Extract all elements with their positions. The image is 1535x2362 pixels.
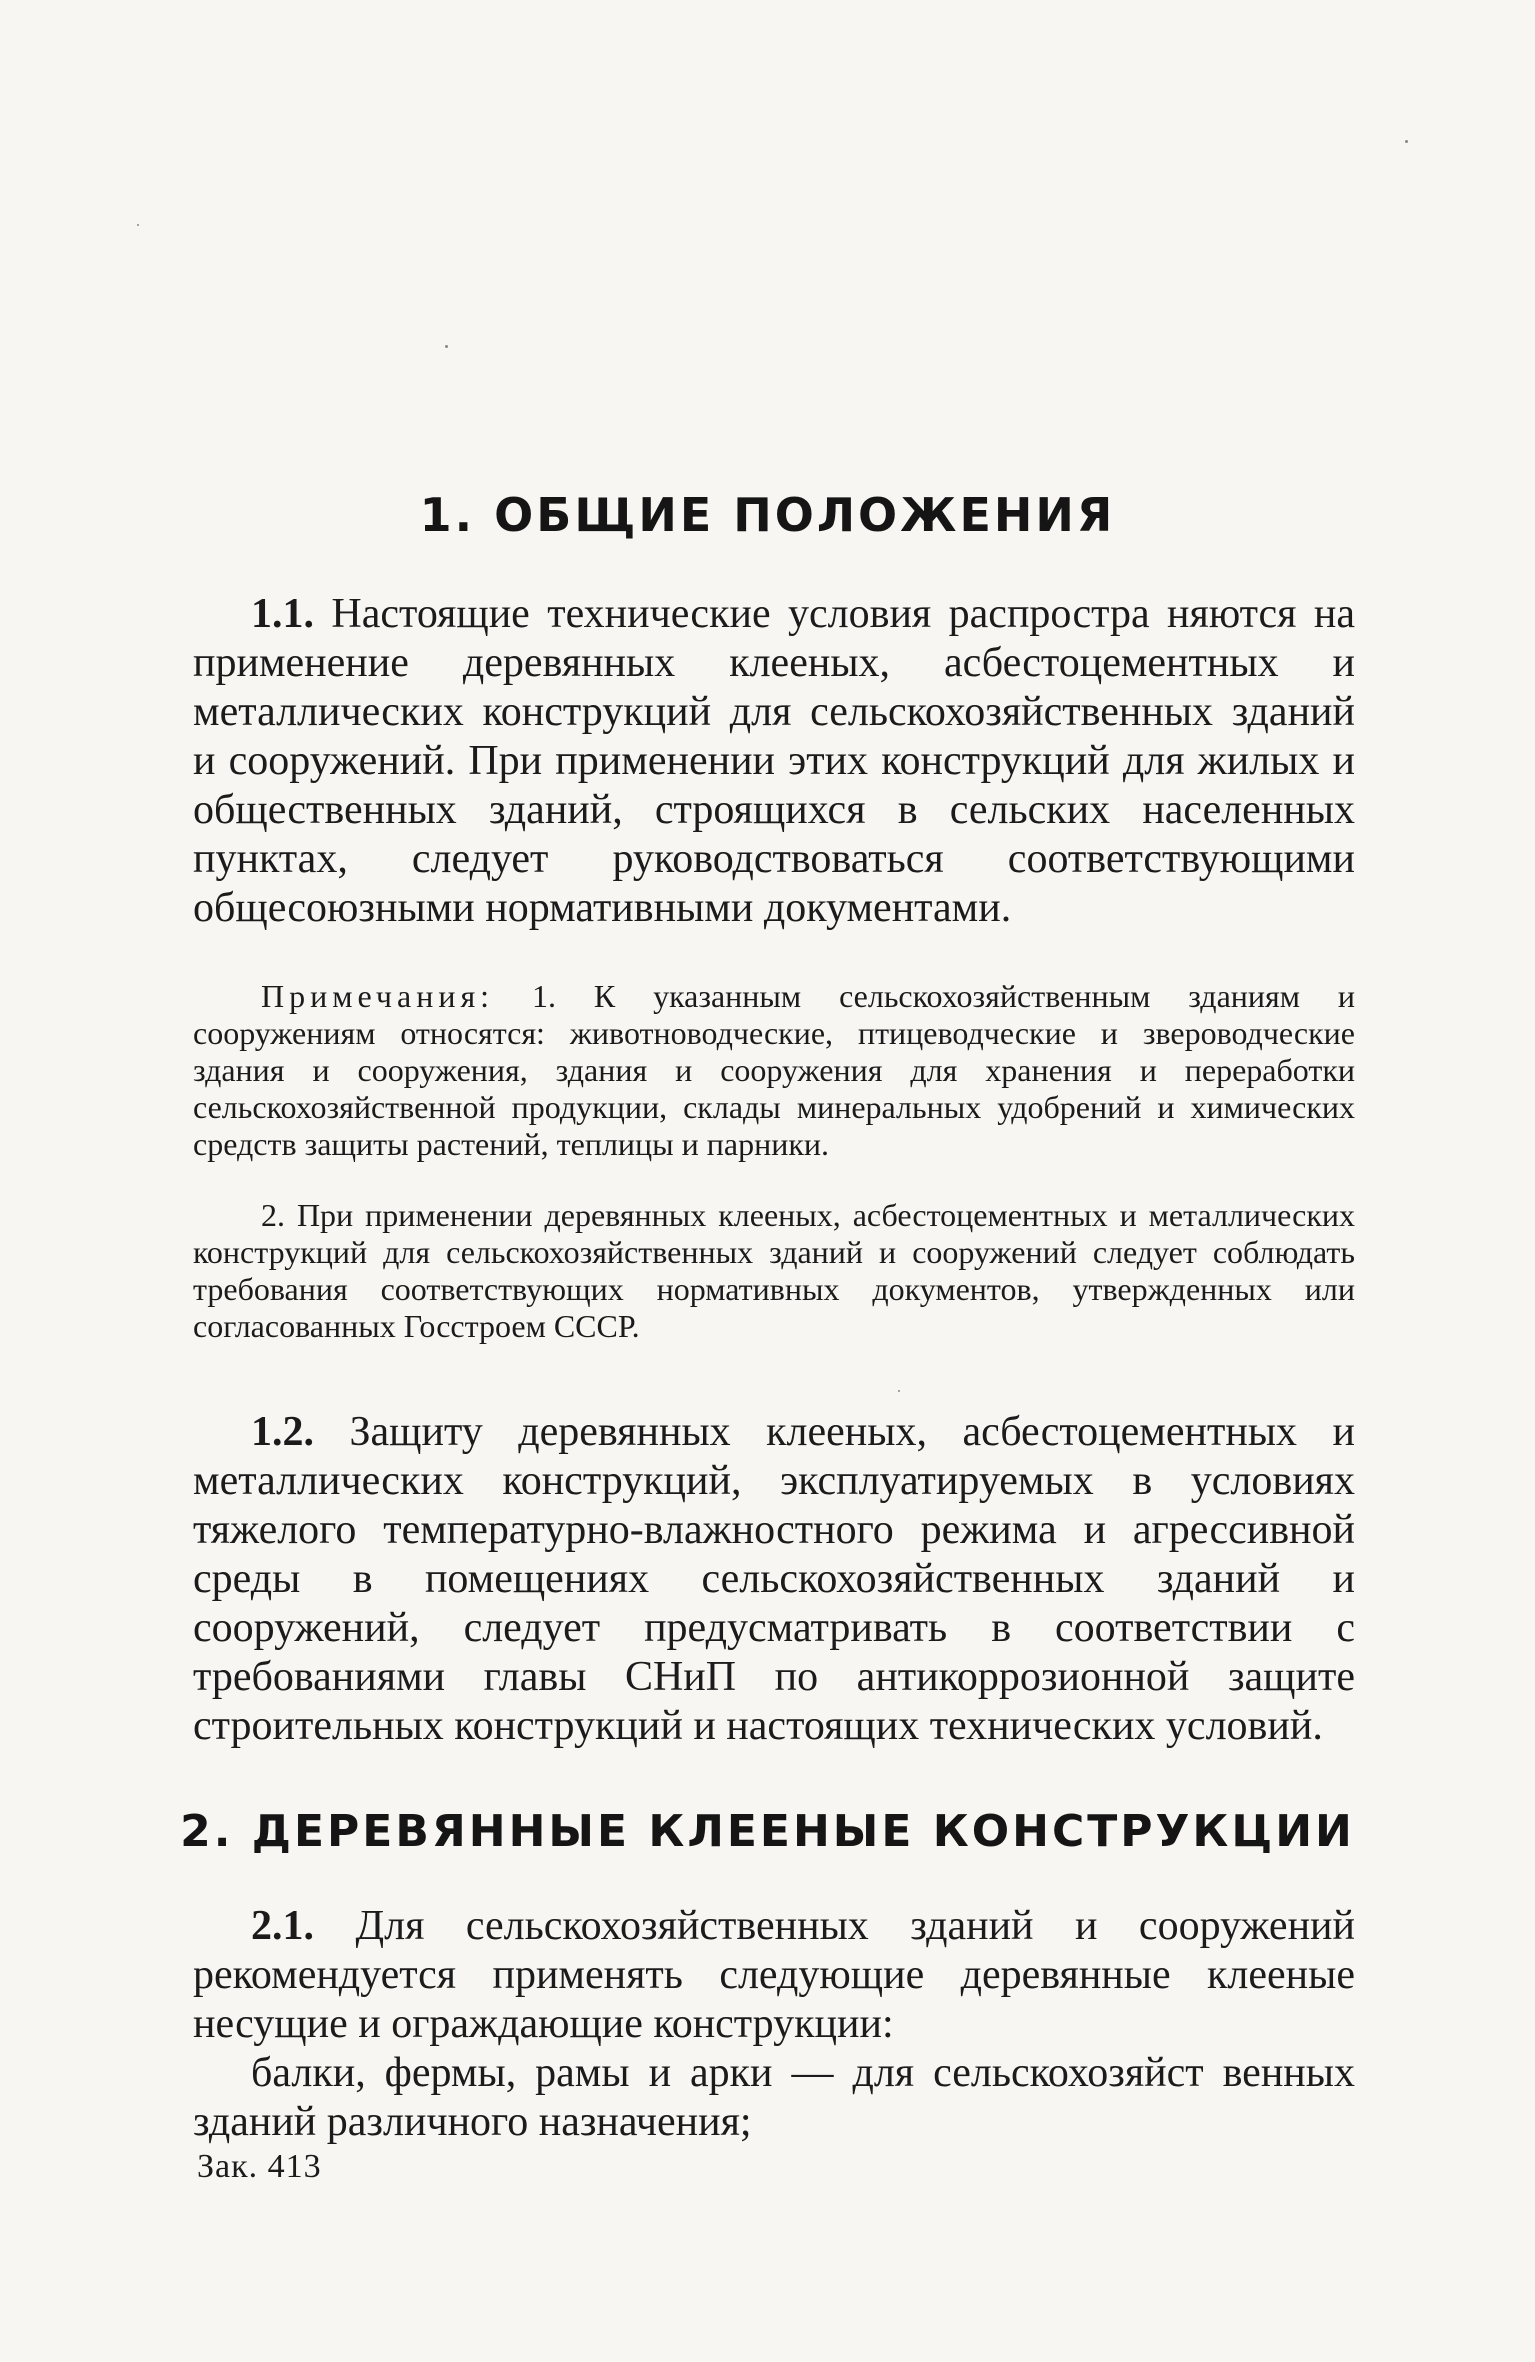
note-2 <box>193 1197 1355 1345</box>
order-number: Зак. 413 <box>197 2148 322 2185</box>
paragraph-1-1 <box>193 590 1355 933</box>
note-text: 1. К указанным сельскохозяйственным зданиям и сооружениям относятся: животноводческие, птицеводческие и звероводческие здания и сооружения, здания и сооружения для хранения и переработки сельскохозяйственной продукции, склады минеральных удобрений и химических средств защиты растений, теплицы и парники. <box>193 978 1355 1162</box>
section-1-heading: 1. ОБЩИЕ ПОЛОЖЕНИЯ <box>419 488 1116 542</box>
note-text: 2. При применении деревянных клееных, асбестоцементных и металлических конструкций для сельскохозяйственных зданий и сооружений следует соблюдать требования соответствующих нормативных документов, утвержденных или согласованных Госстроем СССР. <box>193 1197 1355 1344</box>
paragraph-1-2 <box>193 1408 1355 1751</box>
paragraph-text: Защиту деревянных клееных, асбестоцементных и металлических конструкций, эксплуатируемых в условиях тяжелого температурно-влажностного режима и агрессивной среды в помещениях сельскохозяйственных зданий и сооружений, следует предусматривать в соответствии с требованиями главы СНиП по антикоррозионной защите строительных конструкций и настоящих технических условий. <box>193 1409 1355 1749</box>
paragraph-text: Настоящие технические условия распростра няются на применение деревянных клееных, асбестоцементных и металлических конструкций для сельскохозяйственных зданий и сооружений. При применении этих конструкций для жилых и общественных зданий, строящихся в сельских населенных пунктах, следует руководствоваться соответствующими общесоюзными нормативными документами. <box>193 591 1356 931</box>
scan-speck <box>1405 140 1408 143</box>
paragraph-2-1-item: балки, фермы, рамы и арки — для сельскохозяйст венных зданий различного назначения; <box>193 2050 1355 2145</box>
paragraph-text: Для сельскохозяйственных зданий и сооружений рекомендуется применять следующие деревянные клееные несущие и ограждающие конструкции: <box>193 1903 1355 2047</box>
paragraph-number: 1.1. <box>251 591 314 637</box>
section-2-heading: 2. ДЕРЕВЯННЫЕ КЛЕЕНЫЕ КОНСТРУКЦИИ <box>180 1806 1355 1857</box>
paragraph-number: 2.1. <box>251 1903 314 1949</box>
paragraph-2-1 <box>193 1902 1355 2049</box>
note-1 <box>193 978 1355 1163</box>
paragraph-number: 1.2. <box>251 1409 314 1455</box>
notes-label: Примечания: <box>261 978 495 1014</box>
scan-speck <box>137 224 139 226</box>
scan-speck <box>898 1390 900 1392</box>
scan-speck <box>445 345 448 348</box>
